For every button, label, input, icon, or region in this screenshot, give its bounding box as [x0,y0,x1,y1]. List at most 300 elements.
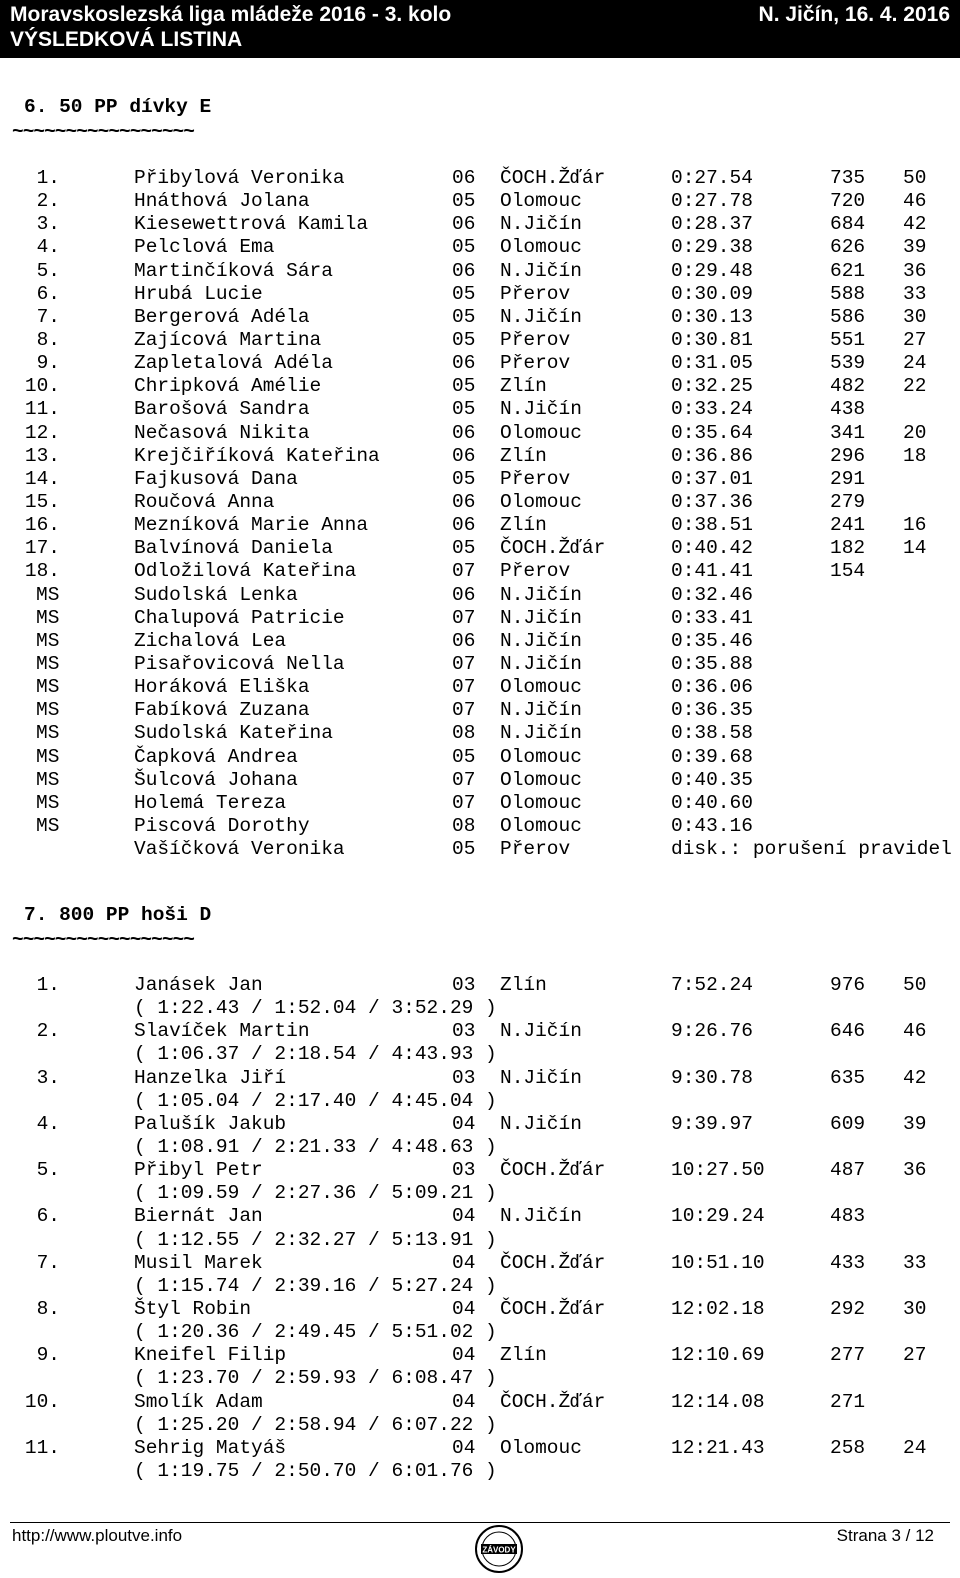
result-time: 9:30.78 [671,1066,753,1089]
split-times: ( 1:22.43 / 1:52.04 / 3:52.29 ) [134,997,497,1020]
swimmer-name: Vašíčková Veronika [134,838,345,861]
result-row [0,445,960,468]
rank: MS [36,699,60,722]
league-points: 39 [903,1112,927,1135]
result-row [0,1252,960,1275]
fina-points: 182 [830,537,866,560]
club-name: ČOCH.Žďár [500,1159,606,1182]
fina-points: 586 [830,305,866,328]
swimmer-name: Musil Marek [134,1251,263,1274]
birth-year: 07 [452,652,476,675]
result-time: 0:36.86 [671,444,753,467]
result-time: 12:10.69 [671,1344,765,1367]
birth-year: 03 [452,1066,476,1089]
result-time: 0:33.41 [671,606,753,629]
club-name: N.Jičín [500,1205,582,1228]
split-times: ( 1:12.55 / 2:32.27 / 5:13.91 ) [134,1228,497,1251]
fina-points: 684 [830,213,866,236]
swimmer-name: Šulcová Johana [134,768,298,791]
rank: 13. [24,444,60,467]
league-points: 36 [903,1159,927,1182]
footer-divider [10,1522,950,1523]
swimmer-name: Piscová Dorothy [134,814,310,837]
event-6-underline: ~~~~~~~~~~~~~~~~~ [12,121,194,143]
result-time: 0:43.16 [671,814,753,837]
club-name: N.Jičín [500,629,582,652]
split-times-row [0,997,960,1020]
swimmer-name: Zapletalová Adéla [134,352,333,375]
swimmer-name: Zichalová Lea [134,629,287,652]
result-row [0,306,960,329]
result-row [0,584,960,607]
result-row [0,1159,960,1182]
swimmer-name: Palušík Jakub [134,1112,287,1135]
swimmer-name: Smolík Adam [134,1390,263,1413]
event-6-title: 6. 50 PP dívky E [24,96,212,118]
league-points: 27 [903,1344,927,1367]
swimmer-name: Janásek Jan [134,974,263,996]
split-times: ( 1:19.75 / 2:50.70 / 6:01.76 ) [134,1459,497,1482]
birth-year: 05 [452,305,476,328]
swimmer-name: Pelclová Ema [134,236,275,259]
swimmer-name: Biernát Jan [134,1205,263,1228]
club-name: Olomouc [500,421,582,444]
swimmer-name: Hnáthová Jolana [134,190,310,213]
result-row [0,630,960,653]
result-row [0,699,960,722]
rank: 8. [36,1297,60,1320]
club-name: N.Jičín [500,305,582,328]
result-row [0,398,960,421]
competition-title: Moravskoslezská liga mládeže 2016 - 3. kolo [10,3,452,26]
result-row [0,974,960,997]
club-name: N.Jičín [500,722,582,745]
swimmer-name: Krejčiříková Kateřina [134,444,380,467]
rank: 3. [36,1066,60,1089]
swimmer-name: Hanzelka Jiří [134,1066,287,1089]
result-row [0,1344,960,1367]
rank: 2. [36,1020,60,1043]
result-time: disk.: porušení pravidel [671,838,952,861]
split-times-row [0,1414,960,1437]
rank: 3. [36,213,60,236]
swimmer-name: Roučová Anna [134,490,275,513]
birth-year: 06 [452,167,476,189]
fina-points: 735 [830,167,866,189]
result-time: 12:14.08 [671,1390,765,1413]
birth-year: 04 [452,1251,476,1274]
club-name: Zlín [500,1344,547,1367]
swimmer-name: Mezníková Marie Anna [134,514,369,537]
rank: 5. [36,1159,60,1182]
result-time: 0:32.46 [671,583,753,606]
fina-points: 976 [830,974,866,996]
fina-points: 291 [830,467,866,490]
page-header [10,0,950,58]
rank: 9. [36,1344,60,1367]
result-time: 12:02.18 [671,1297,765,1320]
birth-year: 08 [452,722,476,745]
league-points: 18 [903,444,927,467]
rank: 16. [24,514,60,537]
fina-points: 551 [830,328,866,351]
split-times-row [0,1275,960,1298]
split-times: ( 1:05.04 / 2:17.40 / 4:45.04 ) [134,1089,497,1112]
club-name: Přerov [500,560,571,583]
birth-year: 03 [452,1020,476,1043]
club-name: Zlín [500,444,547,467]
club-name: Přerov [500,328,571,351]
birth-year: 04 [452,1436,476,1459]
fina-points: 609 [830,1112,866,1135]
birth-year: 07 [452,676,476,699]
result-time: 0:40.42 [671,537,753,560]
result-row [0,260,960,283]
rank: 11. [24,1436,60,1459]
swimmer-name: Hrubá Lucie [134,282,263,305]
club-name: Olomouc [500,791,582,814]
fina-points: 433 [830,1251,866,1274]
fina-points: 482 [830,375,866,398]
club-name: N.Jičín [500,1020,582,1043]
birth-year: 05 [452,190,476,213]
swimmer-name: Odložilová Kateřina [134,560,357,583]
birth-year: 05 [452,282,476,305]
split-times: ( 1:06.37 / 2:18.54 / 4:43.93 ) [134,1043,497,1066]
club-name: N.Jičín [500,699,582,722]
rank: 1. [36,974,60,996]
swimmer-name: Kneifel Filip [134,1344,287,1367]
result-row [0,1391,960,1414]
swimmer-name: Martinčíková Sára [134,259,333,282]
split-times: ( 1:08.91 / 2:21.33 / 4:48.63 ) [134,1135,497,1158]
league-points: 36 [903,259,927,282]
fina-points: 720 [830,190,866,213]
fina-points: 258 [830,1436,866,1459]
result-row [0,1113,960,1136]
result-time: 0:38.58 [671,722,753,745]
result-time: 9:26.76 [671,1020,753,1043]
split-times: ( 1:09.59 / 2:27.36 / 5:09.21 ) [134,1182,497,1205]
club-name: Zlín [500,375,547,398]
result-row [0,607,960,630]
birth-year: 06 [452,213,476,236]
rank: 5. [36,259,60,282]
birth-year: 06 [452,259,476,282]
result-time: 0:35.64 [671,421,753,444]
league-points: 24 [903,352,927,375]
club-name: Olomouc [500,490,582,513]
result-time: 0:28.37 [671,213,753,236]
fina-points: 277 [830,1344,866,1367]
club-name: Olomouc [500,814,582,837]
result-row [0,514,960,537]
birth-year: 06 [452,629,476,652]
result-row [0,491,960,514]
rank: MS [36,606,60,629]
result-row [0,653,960,676]
swimmer-name: Sudolská Kateřina [134,722,333,745]
birth-year: 05 [452,537,476,560]
club-name: N.Jičín [500,583,582,606]
club-name: Olomouc [500,676,582,699]
result-row [0,329,960,352]
birth-year: 07 [452,699,476,722]
club-name: Olomouc [500,1436,582,1459]
result-time: 0:36.06 [671,676,753,699]
rank: 4. [36,236,60,259]
result-row [0,213,960,236]
results-list-title: VÝSLEDKOVÁ LISTINA [10,28,243,51]
fina-points: 588 [830,282,866,305]
birth-year: 05 [452,375,476,398]
rank: MS [36,791,60,814]
split-times-row [0,1182,960,1205]
split-times: ( 1:23.70 / 2:59.93 / 6:08.47 ) [134,1367,497,1390]
footer-url-link[interactable]: http://www.ploutve.info [12,1526,183,1545]
rank: 8. [36,328,60,351]
birth-year: 04 [452,1297,476,1320]
result-time: 0:37.01 [671,467,753,490]
birth-year: 06 [452,352,476,375]
rank: 1. [36,167,60,189]
result-time: 0:38.51 [671,514,753,537]
club-name: ČOCH.Žďár [500,167,606,189]
league-points: 14 [903,537,927,560]
split-times-row [0,1043,960,1066]
result-time: 0:29.48 [671,259,753,282]
result-time: 0:31.05 [671,352,753,375]
swimmer-name: Kiesewettrová Kamila [134,213,369,236]
league-points: 46 [903,1020,927,1043]
split-times-row [0,1321,960,1344]
club-name: Přerov [500,352,571,375]
fina-points: 154 [830,560,866,583]
fina-points: 271 [830,1390,866,1413]
place-date: N. Jičín, 16. 4. 2016 [758,3,950,26]
result-row [0,422,960,445]
result-row [0,352,960,375]
swimmer-name: Pisařovicová Nella [134,652,345,675]
rank: 6. [36,282,60,305]
result-time: 10:51.10 [671,1251,765,1274]
fina-points: 483 [830,1205,866,1228]
rank: 6. [36,1205,60,1228]
league-points: 24 [903,1436,927,1459]
result-row [0,746,960,769]
result-time: 12:21.43 [671,1436,765,1459]
club-name: Zlín [500,974,547,996]
birth-year: 05 [452,398,476,421]
rank: 7. [36,1251,60,1274]
league-points: 20 [903,421,927,444]
club-name: ČOCH.Žďár [500,1251,606,1274]
result-time: 0:40.60 [671,791,753,814]
birth-year: 05 [452,838,476,861]
event-6-results [0,167,960,861]
rank: 4. [36,1112,60,1135]
birth-year: 05 [452,745,476,768]
birth-year: 06 [452,514,476,537]
birth-year: 06 [452,583,476,606]
result-time: 0:39.68 [671,745,753,768]
birth-year: 04 [452,1112,476,1135]
result-row [0,1298,960,1321]
club-name: Přerov [500,282,571,305]
result-time: 0:30.81 [671,328,753,351]
result-time: 0:30.09 [671,282,753,305]
swimmer-name: Sehrig Matyáš [134,1436,287,1459]
club-name: N.Jičín [500,606,582,629]
rank: 18. [24,560,60,583]
swimmer-name: Fabíková Zuzana [134,699,310,722]
swimmer-name: Přibyl Petr [134,1159,263,1182]
split-times-row [0,1229,960,1252]
rank: MS [36,814,60,837]
rank: MS [36,676,60,699]
event-7-results [0,974,960,1483]
club-name: ČOCH.Žďár [500,1390,606,1413]
result-time: 0:37.36 [671,490,753,513]
result-time: 0:41.41 [671,560,753,583]
club-name: N.Jičín [500,259,582,282]
league-points: 50 [903,167,927,189]
swimmer-name: Přibylová Veronika [134,167,345,189]
result-time: 0:33.24 [671,398,753,421]
birth-year: 07 [452,560,476,583]
result-row [0,1437,960,1460]
rank: 15. [24,490,60,513]
club-name: N.Jičín [500,652,582,675]
result-time: 0:29.38 [671,236,753,259]
result-row [0,468,960,491]
birth-year: 03 [452,1159,476,1182]
result-time: 0:27.78 [671,190,753,213]
result-row [0,1020,960,1043]
rank: 2. [36,190,60,213]
result-row [0,792,960,815]
result-row [0,236,960,259]
swimmer-name: Chalupová Patricie [134,606,345,629]
result-row [0,537,960,560]
result-time: 0:27.54 [671,167,753,189]
rank: MS [36,722,60,745]
league-points: 27 [903,328,927,351]
swimmer-name: Barošová Sandra [134,398,310,421]
birth-year: 05 [452,467,476,490]
club-name: N.Jičín [500,213,582,236]
page-number: Strana 3 / 12 [836,1526,934,1545]
swimmer-name: Slavíček Martin [134,1020,310,1043]
split-times-row [0,1367,960,1390]
birth-year: 07 [452,768,476,791]
birth-year: 04 [452,1205,476,1228]
league-points: 33 [903,1251,927,1274]
club-name: Olomouc [500,236,582,259]
club-name: Přerov [500,467,571,490]
result-row [0,167,960,190]
league-points: 46 [903,190,927,213]
result-row [0,1205,960,1228]
result-time: 10:29.24 [671,1205,765,1228]
result-time: 0:36.35 [671,699,753,722]
league-points: 42 [903,1066,927,1089]
event-7-title: 7. 800 PP hoši D [24,904,212,926]
rank: 14. [24,467,60,490]
birth-year: 08 [452,814,476,837]
club-name: Přerov [500,838,571,861]
birth-year: 05 [452,328,476,351]
club-name: Olomouc [500,768,582,791]
club-name: Zlín [500,514,547,537]
fina-points: 635 [830,1066,866,1089]
swimmer-name: Balvínová Daniela [134,537,333,560]
league-points: 50 [903,974,927,996]
event-7-underline: ~~~~~~~~~~~~~~~~~ [12,929,194,951]
club-name: N.Jičín [500,398,582,421]
fina-points: 296 [830,444,866,467]
league-points: 39 [903,236,927,259]
result-row [0,838,960,861]
result-row [0,190,960,213]
league-points: 30 [903,305,927,328]
birth-year: 06 [452,421,476,444]
birth-year: 03 [452,974,476,996]
birth-year: 06 [452,444,476,467]
fina-points: 621 [830,259,866,282]
rank: 17. [24,537,60,560]
result-row [0,1067,960,1090]
fina-points: 626 [830,236,866,259]
split-times: ( 1:25.20 / 2:58.94 / 6:07.22 ) [134,1413,497,1436]
birth-year: 06 [452,490,476,513]
rank: 11. [24,398,60,421]
league-points: 22 [903,375,927,398]
fina-points: 241 [830,514,866,537]
fina-points: 438 [830,398,866,421]
fina-points: 646 [830,1020,866,1043]
swimmer-name: Nečasová Nikita [134,421,310,444]
result-time: 0:40.35 [671,768,753,791]
fina-points: 539 [830,352,866,375]
swimmer-name: Čapková Andrea [134,745,298,768]
club-name: Olomouc [500,745,582,768]
swimmer-name: Fajkusová Dana [134,467,298,490]
split-times-row [0,1460,960,1483]
fina-points: 292 [830,1297,866,1320]
swimmer-name: Chripková Amélie [134,375,322,398]
rank: 9. [36,352,60,375]
result-row [0,375,960,398]
club-name: N.Jičín [500,1066,582,1089]
rank: 10. [24,375,60,398]
fina-points: 487 [830,1159,866,1182]
split-times-row [0,1090,960,1113]
result-row [0,722,960,745]
league-points: 30 [903,1297,927,1320]
page-footer [0,1512,960,1578]
result-time: 10:27.50 [671,1159,765,1182]
result-time: 0:32.25 [671,375,753,398]
result-row [0,283,960,306]
birth-year: 04 [452,1390,476,1413]
swimmer-name: Bergerová Adéla [134,305,310,328]
rank: MS [36,652,60,675]
result-row [0,560,960,583]
fina-points: 279 [830,490,866,513]
split-times: ( 1:20.36 / 2:49.45 / 5:51.02 ) [134,1321,497,1344]
split-times-row [0,1136,960,1159]
